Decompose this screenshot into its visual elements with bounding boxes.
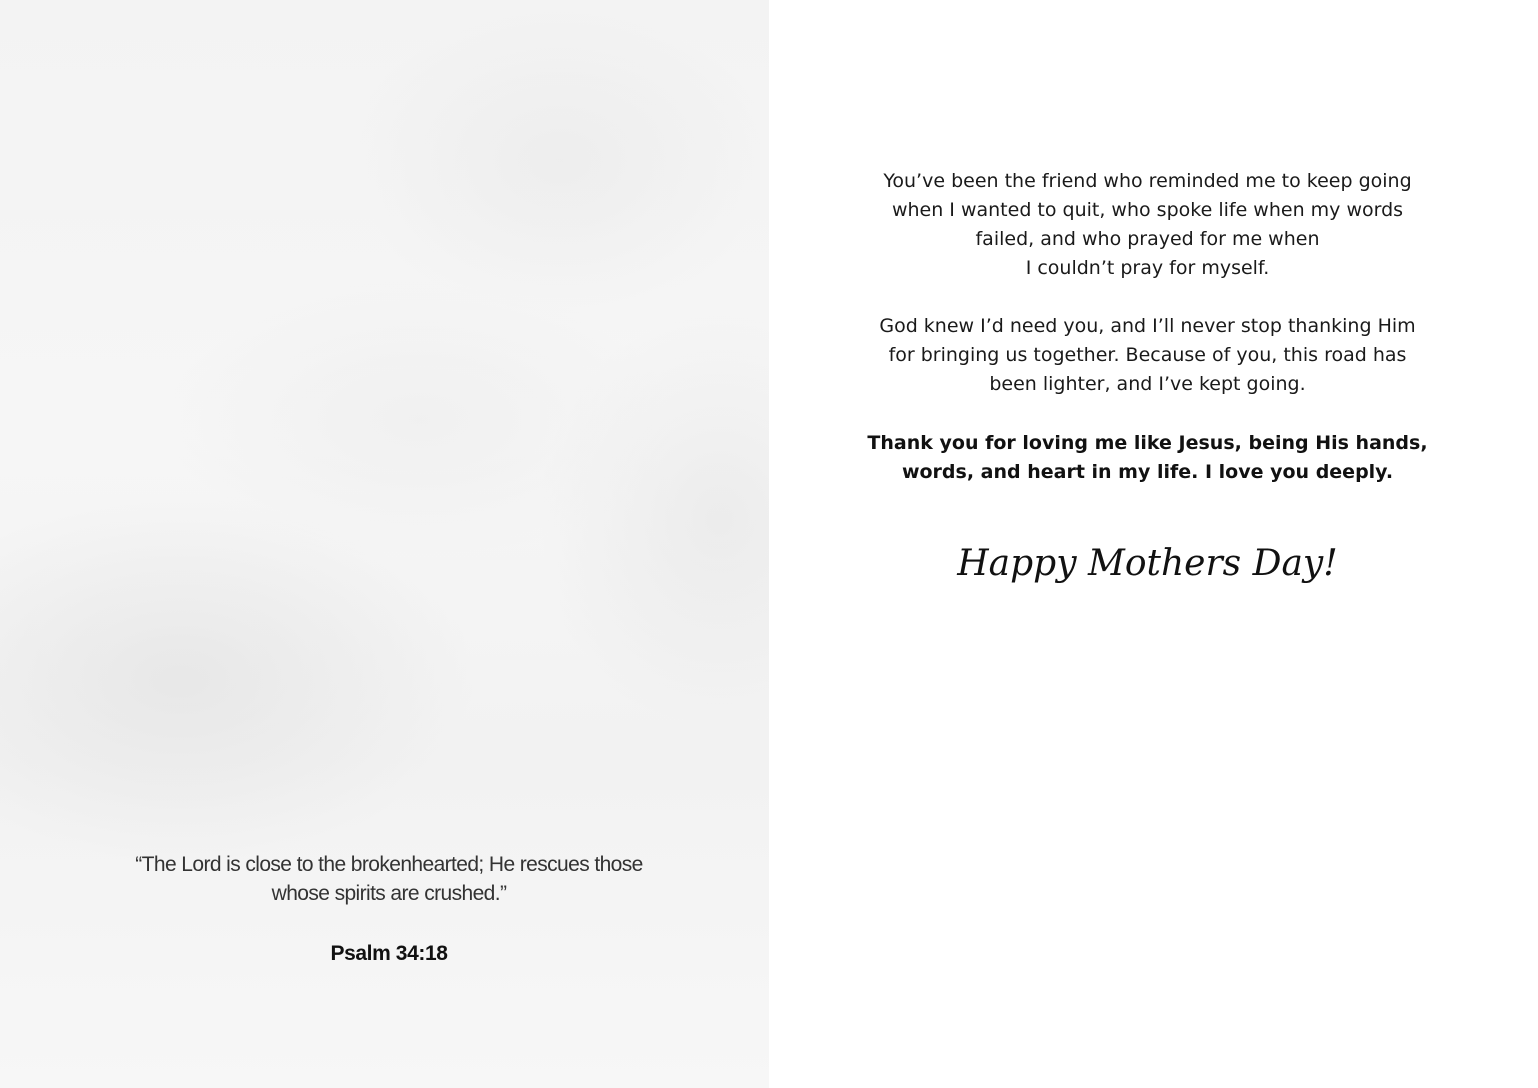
closing-greeting: Happy Mothers Day!: [957, 543, 1338, 584]
scripture-reference: Psalm 34:18: [330, 942, 448, 965]
message-paragraph-bold: Thank you for loving me like Jesus, being His hands, words, and heart in my life. I love you deeply.: [867, 432, 1428, 483]
message-paragraph-1: You’ve been the friend who reminded me to keep going when I wanted to quit, who spoke life when my words failed, and who prayed for me when I couldn’t pray for myself.: [883, 170, 1412, 279]
scripture-verse: “The Lord is close to the brokenhearted; He rescues those whose spirits are crushed.”: [135, 853, 643, 905]
message-paragraph-2: God knew I’d need you, and I’ll never stop thanking Him for bringing us together. Because of you, this road has been lighter, and I’ve kept going.: [879, 315, 1416, 395]
